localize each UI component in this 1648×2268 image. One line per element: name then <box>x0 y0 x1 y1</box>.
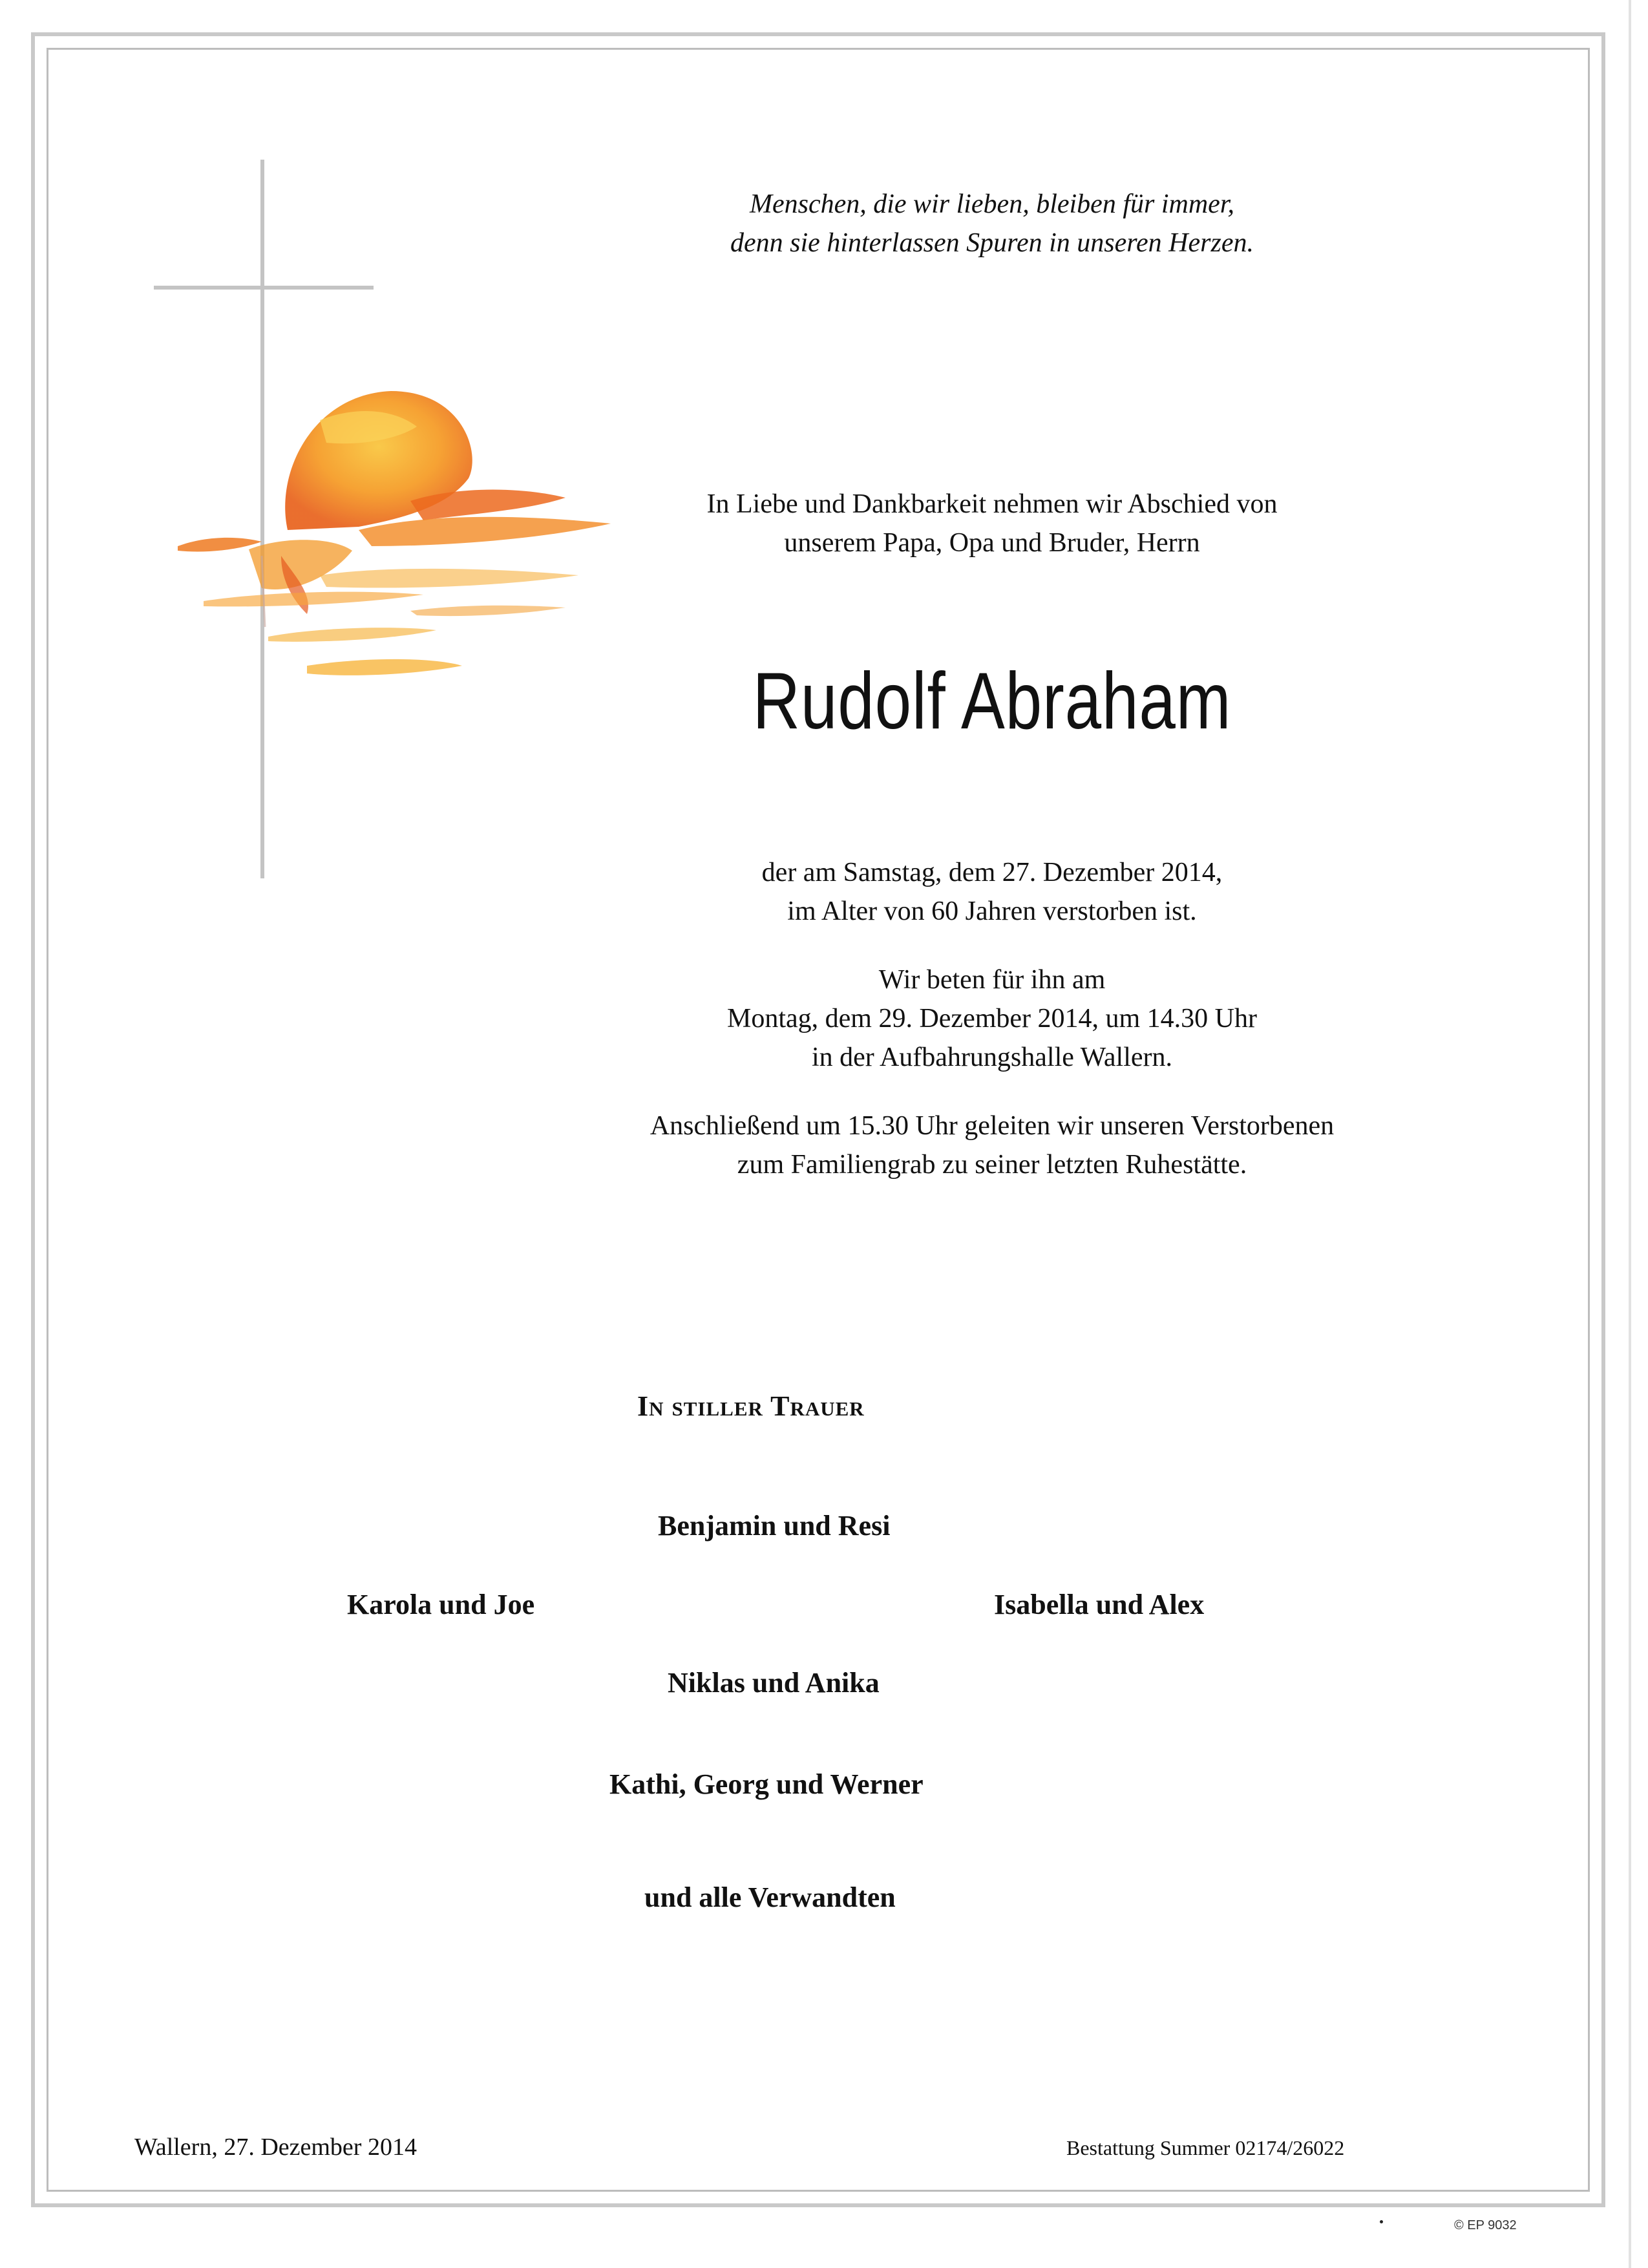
obituary-details <box>504 853 1480 1214</box>
prayer-line-1: Wir beten für ihn am <box>878 965 1106 995</box>
cross-horizontal-bar <box>154 286 374 290</box>
burial-line-2: zum Familiengrab zu seiner letzten Ruhestätte. <box>737 1150 1247 1180</box>
death-line-2: im Alter von 60 Jahren verstorben ist. <box>787 896 1197 926</box>
motto-line-2: denn sie hinterlassen Spuren in unseren Herzen. <box>730 228 1254 258</box>
mourner-niklas: Niklas und Anika <box>668 1667 880 1699</box>
intro-line-2: unserem Papa, Opa und Bruder, Herrn <box>784 528 1200 558</box>
paper-edge <box>1629 0 1631 2268</box>
place-and-date: Wallern, 27. Dezember 2014 <box>134 2134 417 2161</box>
mourner-karola: Karola und Joe <box>347 1589 535 1620</box>
death-notice <box>504 853 1480 931</box>
mourner-isabella: Isabella und Alex <box>994 1589 1205 1620</box>
copyright-code: © EP 9032 <box>1454 2218 1517 2232</box>
burial-notice <box>504 1107 1480 1184</box>
mourner-benjamin: Benjamin und Resi <box>658 1510 891 1542</box>
mourner-kathi: Kathi, Georg und Werner <box>609 1768 924 1800</box>
mourner-relatives: und alle Verwandten <box>644 1881 896 1913</box>
motto-quote <box>504 185 1480 262</box>
death-line-1: der am Samstag, dem 27. Dezember 2014, <box>761 858 1223 887</box>
deceased-name: Rudolf Abraham <box>752 657 1232 746</box>
burial-line-1: Anschließend um 15.30 Uhr geleiten wir unseren Verstorbenen <box>650 1111 1335 1141</box>
motto-line-1: Menschen, die wir lieben, bleiben für immer, <box>749 189 1234 219</box>
prayer-line-3: in der Aufbahrungshalle Wallern. <box>811 1043 1173 1072</box>
intro-line-1: In Liebe und Dankbarkeit nehmen wir Abschied von <box>706 489 1278 519</box>
farewell-intro <box>504 485 1480 562</box>
prayer-line-2: Montag, dem 29. Dezember 2014, um 14.30 Uhr <box>726 1004 1257 1033</box>
undertaker-contact: Bestattung Summer 02174/26022 <box>1066 2136 1345 2159</box>
mourning-header: In stiller Trauer <box>637 1390 865 1422</box>
prayer-notice <box>504 960 1480 1077</box>
print-dot <box>1380 2220 1383 2223</box>
